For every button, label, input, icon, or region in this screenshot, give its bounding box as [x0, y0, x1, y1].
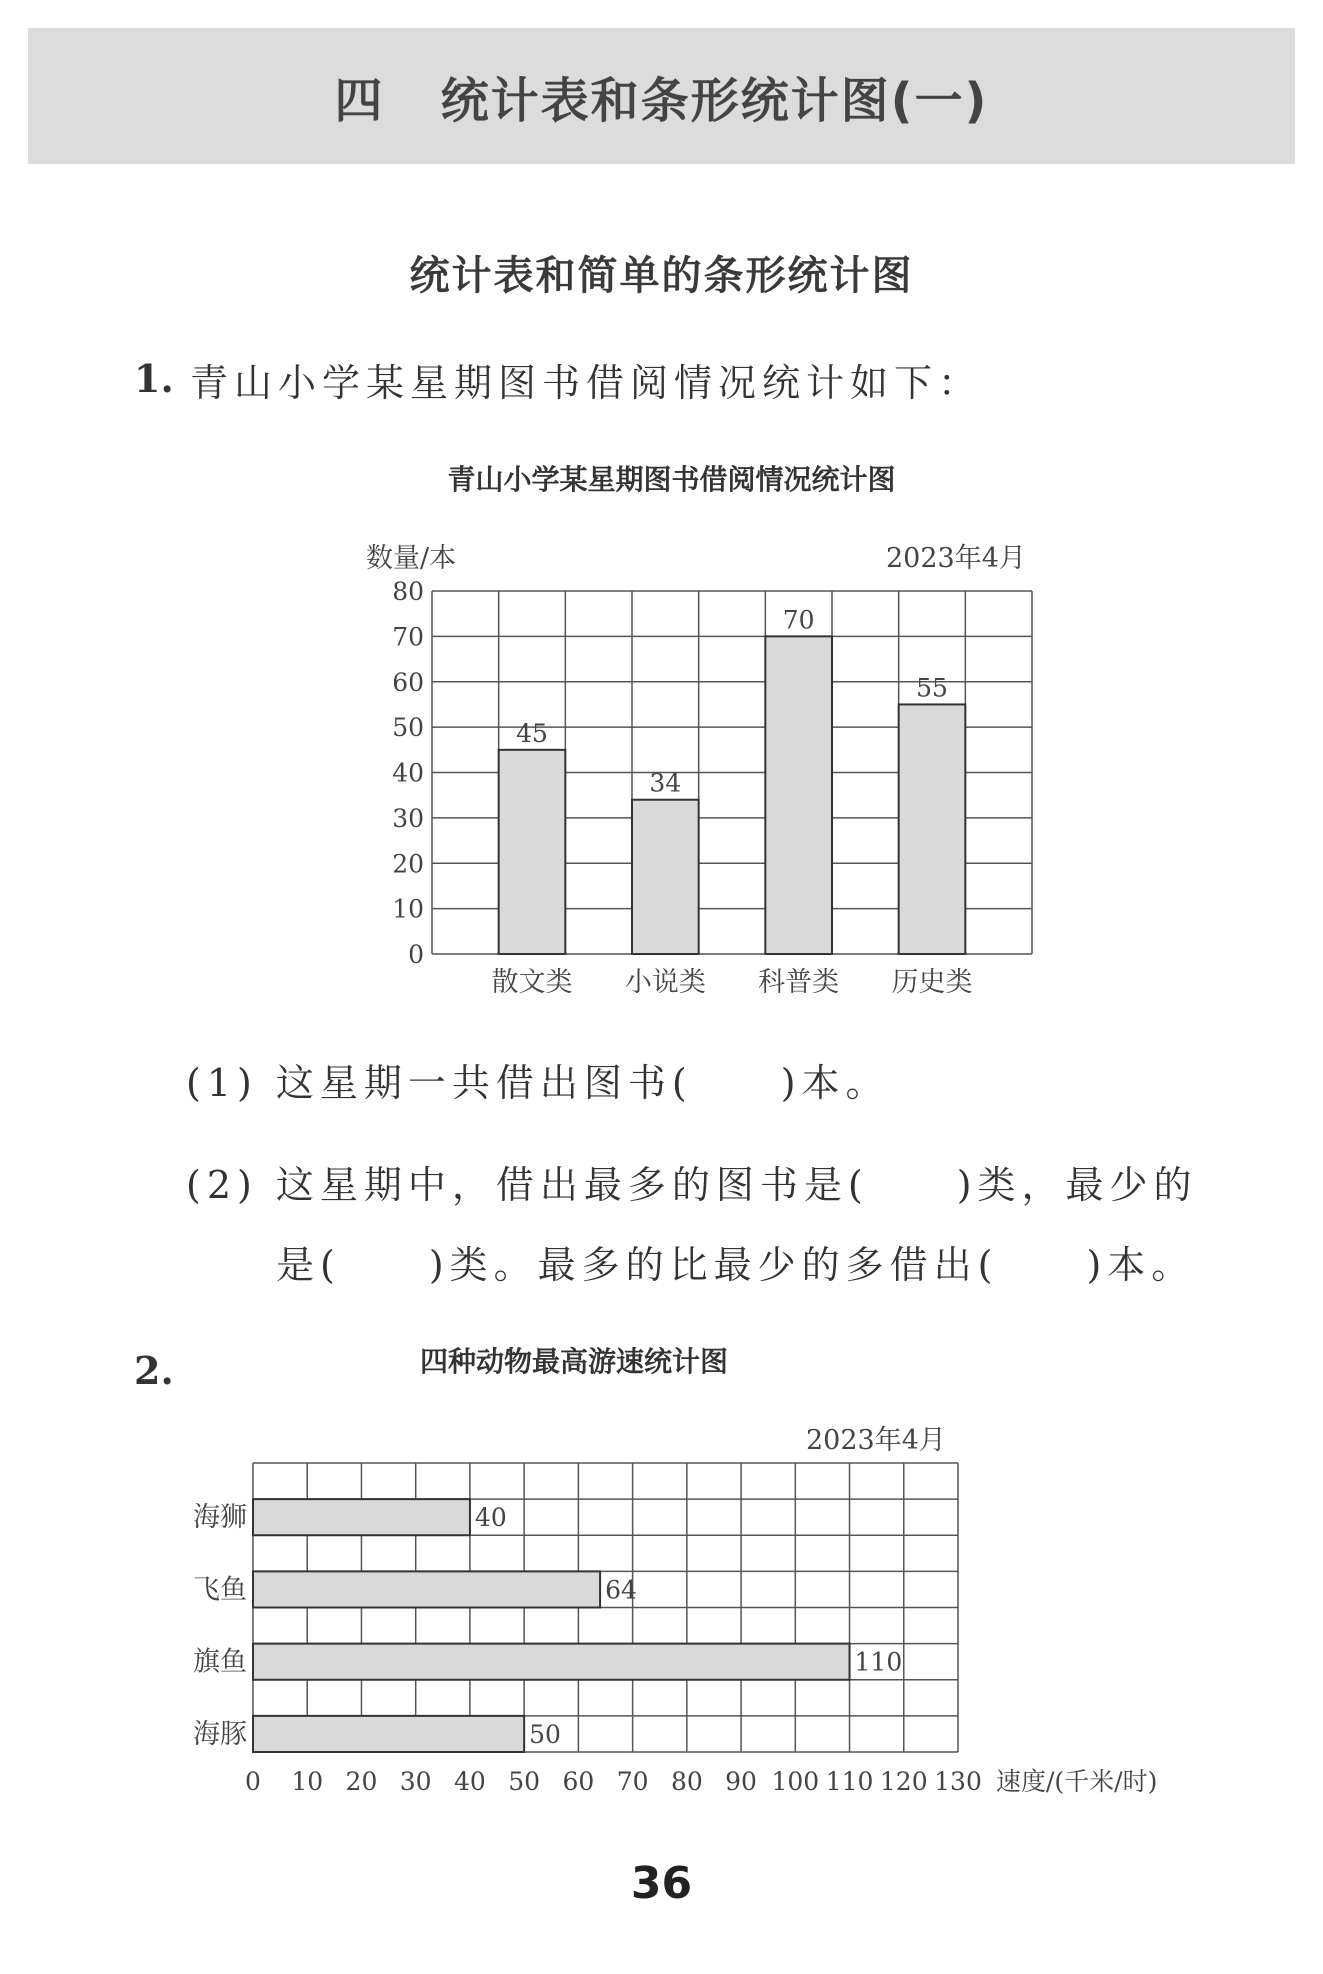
- chart1-ylabel: 数量/本: [366, 543, 457, 574]
- chart1-x-tick-label: 科普类: [758, 967, 840, 998]
- chart2-x-tick-label: 10: [291, 1767, 324, 1796]
- chart2-x-tick-label: 80: [670, 1767, 703, 1796]
- chart1: [350, 575, 1050, 1015]
- chart2-bar: [253, 1499, 470, 1535]
- chart1-date: 2023年4月: [886, 543, 1026, 574]
- chapter-number: 四: [334, 72, 385, 129]
- chart1-y-tick-label: 60: [392, 667, 424, 697]
- chart2-x-tick-label: 110: [825, 1767, 874, 1796]
- chart2-x-tick-label: 60: [562, 1767, 595, 1796]
- chart1-data-label: 70: [782, 605, 815, 635]
- chart2-bar: [253, 1644, 850, 1680]
- chart1-y-tick-label: 40: [392, 758, 424, 788]
- chart2-x-tick-label: 30: [399, 1767, 432, 1796]
- chart1-data-label: 34: [649, 768, 682, 798]
- chart1-bar: [765, 636, 832, 954]
- chart1-data-label: 55: [916, 673, 948, 703]
- chart2-x-tick-label: 0: [245, 1767, 261, 1796]
- chart2-bar: [253, 1716, 524, 1752]
- chart1-x-tick-label: 历史类: [891, 967, 973, 998]
- chart1-bar: [632, 800, 699, 954]
- chart1-y-tick-label: 10: [392, 894, 424, 924]
- chart1-y-tick-label: 0: [408, 940, 424, 969]
- chapter-title: [0, 28, 1323, 164]
- chart2-data-label: 50: [529, 1719, 561, 1749]
- chart2-data-label: 110: [854, 1647, 903, 1677]
- chart2-x-axis-label: 速度/(千米/时): [996, 1767, 1158, 1796]
- page-number: 36: [630, 1858, 693, 1909]
- chart1-bar: [499, 750, 566, 954]
- chart2-x-tick-label: 70: [616, 1767, 649, 1796]
- chapter-title-text: 统计表和条形统计图(一): [440, 72, 989, 129]
- chart1-y-tick-label: 70: [392, 622, 424, 652]
- question-1-sub-2-line-1: (2) 这星期中，借出最多的图书是( )类，最少的: [186, 1163, 1198, 1207]
- chart2-x-tick-label: 100: [771, 1767, 820, 1796]
- chart2: [160, 1450, 1240, 1800]
- question-2-number: 2.: [134, 1348, 174, 1393]
- section-title: 统计表和简单的条形统计图: [409, 253, 914, 299]
- chart2-x-tick-label: 90: [725, 1767, 757, 1796]
- chart2-x-tick-label: 50: [508, 1767, 541, 1796]
- chart1-y-tick-label: 80: [392, 577, 424, 606]
- chart1-title: 青山小学某星期图书借阅情况统计图: [447, 463, 896, 496]
- chart2-x-tick-label: 130: [934, 1767, 982, 1796]
- chart2-x-tick-label: 120: [879, 1767, 928, 1796]
- chart1-y-tick-label: 50: [392, 713, 424, 743]
- chart2-data-label: 40: [474, 1503, 507, 1533]
- chart1-x-tick-label: 小说类: [624, 967, 706, 998]
- chart2-date: 2023年4月: [806, 1425, 946, 1456]
- question-1-text: 青山小学某星期图书借阅情况统计如下：: [190, 361, 983, 405]
- chart2-y-tick-label: 海狮: [193, 1502, 247, 1534]
- chart2-data-label: 64: [605, 1575, 637, 1605]
- chart1-bar: [899, 704, 966, 954]
- chart2-x-tick-label: 20: [345, 1767, 378, 1796]
- chart2-bar: [253, 1571, 600, 1607]
- question-1-sub-1: (1) 这星期一共借出图书( )本。: [186, 1061, 890, 1105]
- chart2-y-tick-label: 海豚: [193, 1718, 247, 1750]
- chart1-y-tick-label: 30: [392, 803, 424, 833]
- question-1-sub-2-line-2: 是( )类。最多的比最少的多借出( )本。: [276, 1243, 1196, 1287]
- chart2-title: 四种动物最高游速统计图: [420, 1345, 729, 1378]
- chart1-data-label: 45: [516, 718, 548, 748]
- question-1-number: 1.: [134, 356, 174, 401]
- chart1-y-tick-label: 20: [392, 849, 424, 879]
- chart2-y-tick-label: 旗鱼: [193, 1646, 247, 1678]
- chart2-x-tick-label: 40: [454, 1767, 486, 1796]
- chart2-y-tick-label: 飞鱼: [193, 1574, 247, 1606]
- chart1-x-tick-label: 散文类: [491, 967, 573, 998]
